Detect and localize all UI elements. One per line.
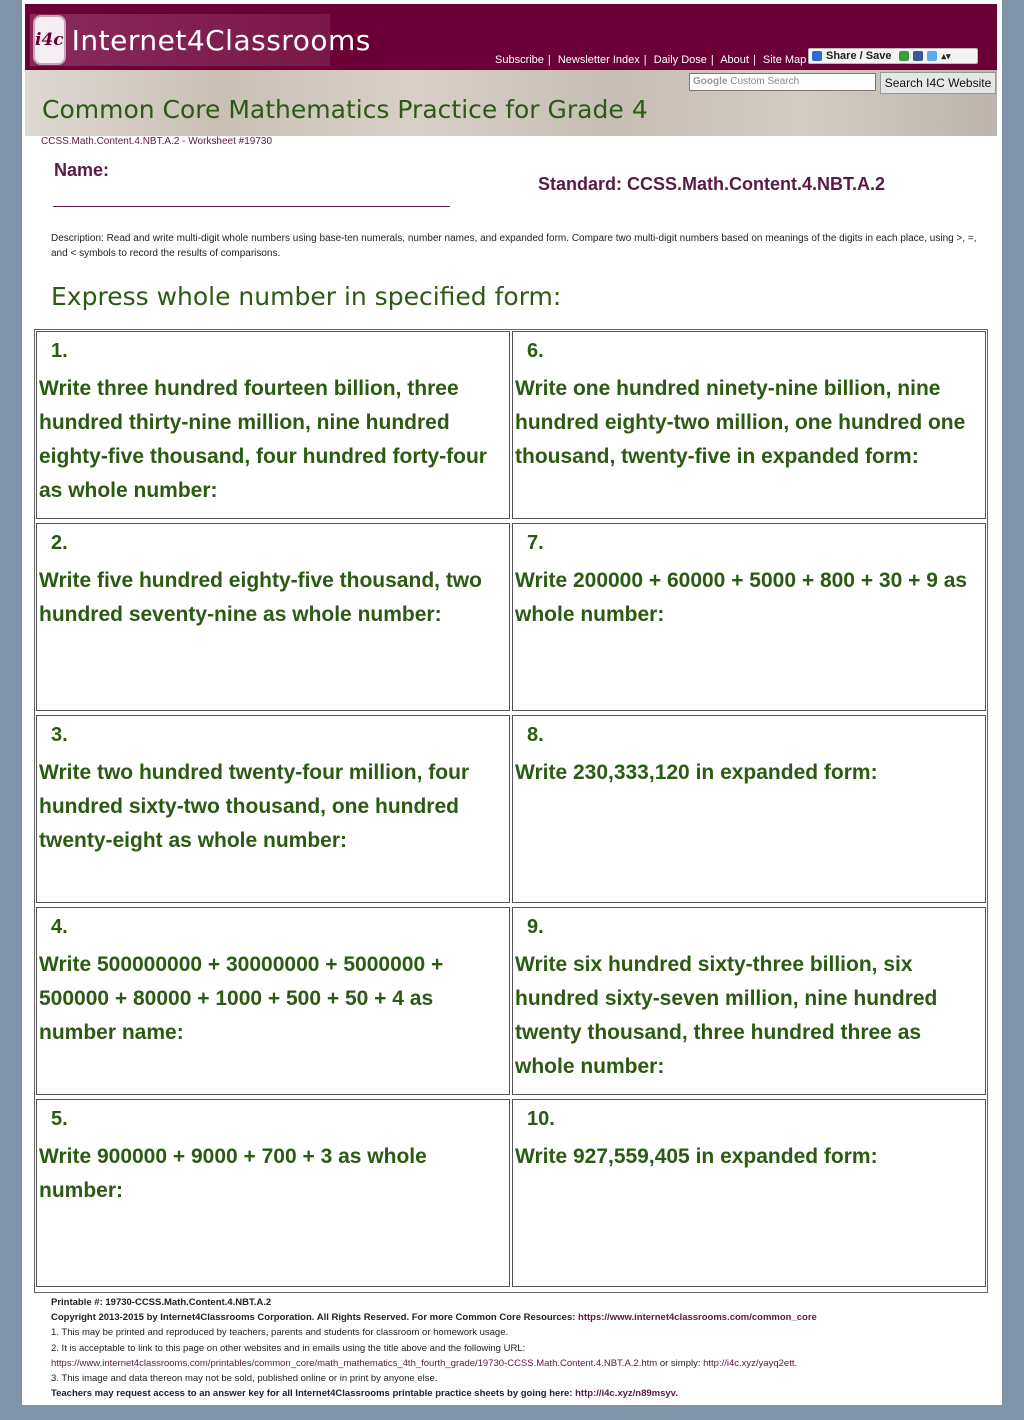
worksheet-id: CCSS.Math.Content.4.NBT.A.2 - Worksheet #19730 bbox=[41, 136, 273, 147]
question-text: Write 927,559,405 in expanded form: bbox=[515, 1145, 878, 1168]
question-text: Write two hundred twenty-four million, four hundred sixty-two thousand, one hundred twenty-eight as whole number: bbox=[39, 761, 470, 852]
question-cell-3 bbox=[36, 715, 510, 903]
nav-site-map[interactable]: Site Map bbox=[762, 54, 807, 66]
question-cell-8 bbox=[512, 715, 986, 903]
copyright-line bbox=[51, 1310, 996, 1325]
site-logo[interactable] bbox=[30, 14, 371, 66]
page-title: Common Core Mathematics Practice for Grade 4 bbox=[42, 95, 648, 124]
short-url-link[interactable]: http://i4c.xyz/yayq2ett. bbox=[703, 1357, 798, 1369]
question-text: Write 500000000 + 30000000 + 5000000 + 500000 + 80000 + 1000 + 500 + 50 + 4 as number name: bbox=[39, 953, 444, 1044]
or-simply-text: or simply: bbox=[657, 1357, 704, 1369]
description: Description: Read and write multi-digit whole numbers using base-ten numerals, number names, and expanded form. Compare two multi-digit numbers based on meanings of the digits in each place, using >, =, and < symbols to record the results of comparisons. bbox=[51, 233, 977, 259]
footer-url-line bbox=[51, 1356, 996, 1371]
nav-about[interactable]: About bbox=[720, 54, 749, 66]
chevron-updown-icon: ▴▾ bbox=[941, 50, 951, 61]
printable-number: Printable #: 19730-CCSS.Math.Content.4.NBT.A.2 bbox=[51, 1297, 272, 1308]
instructions: Express whole number in specified form: bbox=[51, 282, 562, 311]
share-label: Share / Save bbox=[826, 50, 892, 62]
answer-key-line bbox=[51, 1386, 996, 1401]
search-placeholder: Custom Search bbox=[730, 76, 800, 87]
question-number: 6. bbox=[527, 340, 544, 362]
question-text: Write one hundred ninety-nine billion, nine hundred eighty-two million, one hundred one thousand, twenty-five in expanded form: bbox=[515, 377, 966, 468]
question-number: 10. bbox=[527, 1108, 555, 1130]
share-save-button[interactable] bbox=[808, 48, 978, 64]
search-button[interactable]: Search I4C Website bbox=[880, 72, 996, 94]
footer-note-2: 2. It is acceptable to link to this page on other websites and in emails using the title above and the following URL: bbox=[51, 1342, 526, 1354]
question-number: 5. bbox=[51, 1108, 68, 1130]
question-text: Write 200000 + 60000 + 5000 + 800 + 30 + 9 as whole number: bbox=[515, 569, 968, 626]
question-number: 8. bbox=[527, 724, 544, 746]
worksheet-url-link[interactable]: https://www.internet4classrooms.com/printables/common_core/math_mathematics_4th_fourth_grade/19730-CCSS.Math.Content.4.NBT.A.2.htm bbox=[51, 1357, 658, 1369]
name-line bbox=[53, 206, 450, 207]
question-text: Write 230,333,120 in expanded form: bbox=[515, 761, 878, 784]
footer bbox=[51, 1295, 996, 1401]
facebook-icon bbox=[913, 51, 923, 61]
google-logo: Google bbox=[693, 76, 728, 87]
email-icon bbox=[899, 51, 909, 61]
question-number: 9. bbox=[527, 916, 544, 938]
search-input[interactable] bbox=[689, 73, 876, 91]
answer-key-text: Teachers may request access to an answer key for all Internet4Classrooms printable practice sheets by going here: bbox=[51, 1388, 573, 1400]
twitter-icon bbox=[927, 51, 937, 61]
site-header bbox=[25, 4, 997, 70]
question-text: Write three hundred fourteen billion, three hundred thirty-nine million, nine hundred eighty-five thousand, four hundred forty-four as whole number: bbox=[39, 377, 487, 502]
question-number: 3. bbox=[51, 724, 68, 746]
question-cell-6 bbox=[512, 331, 986, 519]
nav-newsletter-index[interactable]: Newsletter Index bbox=[557, 54, 640, 66]
question-cell-4 bbox=[36, 907, 510, 1095]
question-text: Write five hundred eighty-five thousand, two hundred seventy-nine as whole number: bbox=[39, 569, 482, 626]
copyright-text: Copyright 2013-2015 by Internet4Classrooms Corporation. All Rights Reserved. For more Common Core Resources: bbox=[51, 1312, 576, 1324]
question-cell-7 bbox=[512, 523, 986, 711]
question-cell-2 bbox=[36, 523, 510, 711]
common-core-link[interactable]: https://www.internet4classrooms.com/common_core bbox=[578, 1312, 817, 1324]
question-cell-9 bbox=[512, 907, 986, 1095]
question-cell-10 bbox=[512, 1099, 986, 1287]
question-text: Write 900000 + 9000 + 700 + 3 as whole number: bbox=[39, 1145, 427, 1202]
share-plus-icon bbox=[812, 51, 822, 61]
question-cell-1 bbox=[36, 331, 510, 519]
question-number: 1. bbox=[51, 340, 68, 362]
logo-text: Internet4Classrooms bbox=[71, 23, 371, 57]
top-nav: Subscribe | Newsletter Index | Daily Dose | About | Site Map bbox=[495, 54, 807, 66]
question-text: Write six hundred sixty-three billion, six hundred sixty-seven million, nine hundred twenty thousand, three hundred three as whole number: bbox=[515, 953, 938, 1078]
footer-note-1: 1. This may be printed and reproduced by teachers, parents and students for classroom or homework usage. bbox=[51, 1327, 509, 1339]
name-label: Name: bbox=[54, 160, 110, 180]
nav-subscribe[interactable]: Subscribe bbox=[495, 54, 544, 66]
standard-label: Standard: CCSS.Math.Content.4.NBT.A.2 bbox=[538, 174, 886, 194]
question-cell-5 bbox=[36, 1099, 510, 1287]
answer-key-link[interactable]: http://i4c.xyz/n89msyv. bbox=[575, 1388, 678, 1400]
question-number: 2. bbox=[51, 532, 68, 554]
question-number: 7. bbox=[527, 532, 544, 554]
footer-note-3: 3. This image and data thereon may not be sold, published online or in print by anyone else. bbox=[51, 1373, 438, 1385]
logo-mark: i4c bbox=[33, 15, 66, 65]
worksheet-page bbox=[22, 0, 1002, 1405]
nav-daily-dose[interactable]: Daily Dose bbox=[653, 54, 707, 66]
question-number: 4. bbox=[51, 916, 68, 938]
